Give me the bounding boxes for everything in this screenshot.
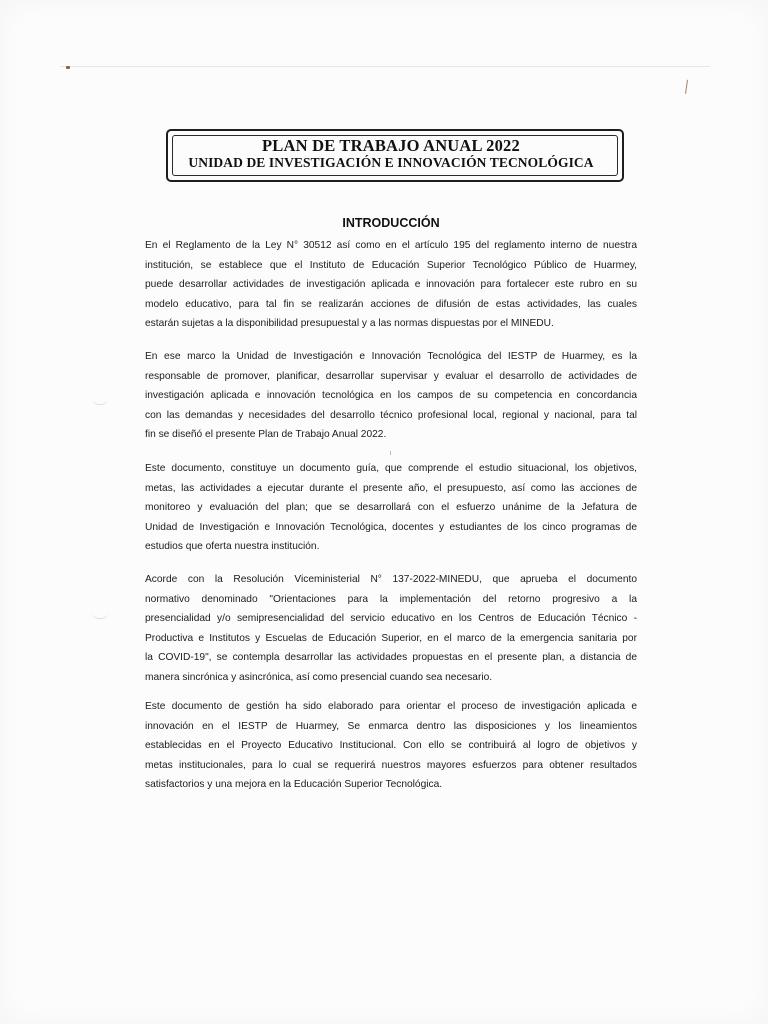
paragraph-5 xyxy=(145,697,637,795)
text-line: estudios que oferta nuestra institución. xyxy=(145,541,320,553)
text-line: con las demandas y necesidades del desarrollo técnico profesional local, regional y nacional, para tal xyxy=(145,409,637,421)
text-line: innovación en el IESTP de Huarmey, Se enmarca dentro las disposiciones y los lineamientos xyxy=(145,720,637,732)
text-line: responsable de promover, planificar, desarrollar supervisar y evaluar el desarrollo de actividades de xyxy=(145,370,637,382)
scan-edge xyxy=(60,66,710,67)
text-line: institución, se establece que el Instituto de Educación Superior Tecnológico Público de Huarmey, xyxy=(145,259,637,271)
paragraph-1 xyxy=(145,236,637,334)
text-line: Este documento, constituye un documento guía, que comprende el estudio situacional, los objetivos, xyxy=(145,463,637,474)
document-title: PLAN DE TRABAJO ANUAL 2022 xyxy=(262,136,520,155)
text-line: En ese marco la Unidad de Investigación e Innovación Tecnológica del IESTP de Huarmey, es la xyxy=(145,351,637,362)
text-line: satisfactorios y una mejora en la Educación Superior Tecnológica. xyxy=(145,779,443,791)
section-heading: INTRODUCCIÓN xyxy=(342,216,440,230)
text-line: En el Reglamento de la Ley N° 30512 así como en el artículo 195 del reglamento interno de nuestra xyxy=(145,240,637,251)
text-line: manera sincrónica y asincrónica, así como presencial cuando sea necesario. xyxy=(145,671,493,683)
pen-mark xyxy=(685,80,691,94)
document-subtitle: UNIDAD DE INVESTIGACIÓN E INNOVACIÓN TECNOLÓGICA xyxy=(188,155,594,170)
paragraph-2 xyxy=(145,347,637,445)
text-line: Este documento de gestión ha sido elaborado para orientar el proceso de investigación aplicada e xyxy=(145,701,637,712)
text-line: Productiva e Institutos y Escuelas de Educación Superior, en el marco de la emergencia sanitaria por xyxy=(145,632,637,644)
text-line: establecidas en el Proyecto Educativo Institucional. Con ello se contribuirá al logro de objetivos y xyxy=(145,740,637,752)
paragraph-4 xyxy=(145,570,637,688)
scan-speck xyxy=(390,451,391,455)
text-line: modelo educativo, para tal fin se realizarán acciones de difusión de estas actividades, las cuales xyxy=(145,298,637,310)
text-line: investigación aplicada e innovación tecnológica en los campos de su competencia en concordancia xyxy=(145,390,637,402)
text-line: fin se diseñó el presente Plan de Trabajo Anual 2022. xyxy=(145,429,387,441)
text-line: normativo denominado "Orientaciones para la implementación del retorno progresivo a la xyxy=(145,593,637,605)
punch-hole-shadow xyxy=(92,398,108,405)
paragraph-3 xyxy=(145,459,637,557)
scan-speck xyxy=(66,66,70,69)
text-line: monitoreo y evaluación del plan; que se desarrollará con el esfuerzo unánime de la Jefatura de xyxy=(145,502,637,514)
text-line: puede desarrollar actividades de investigación aplicada e innovación para fortalecer este rubro en su xyxy=(145,279,637,291)
text-line: presencialidad y/o semipresencialidad del servicio educativo en los Centros de Educación Técnico - xyxy=(145,613,637,625)
text-line: Unidad de Investigación e Innovación Tecnológica, docentes y estudiantes de los cinco programas de xyxy=(145,521,637,533)
punch-hole-shadow xyxy=(92,612,108,619)
text-line: metas, las actividades a ejecutar durante el presente año, el presupuesto, así como las acciones de xyxy=(145,482,637,494)
text-line: metas institucionales, para lo cual se requerirá nuestros mayores esfuerzos para obtener resultados xyxy=(145,759,637,771)
text-line: la COVID-19", se contempla desarrollar las actividades propuestas en el presente plan, a distancia de xyxy=(145,652,637,664)
text-line: Acorde con la Resolución Viceministerial N° 137-2022-MINEDU, que aprueba el documento xyxy=(145,574,637,585)
text-line: estarán sujetas a la disponibilidad presupuestal y a las normas dispuestas por el MINEDU. xyxy=(145,318,554,330)
